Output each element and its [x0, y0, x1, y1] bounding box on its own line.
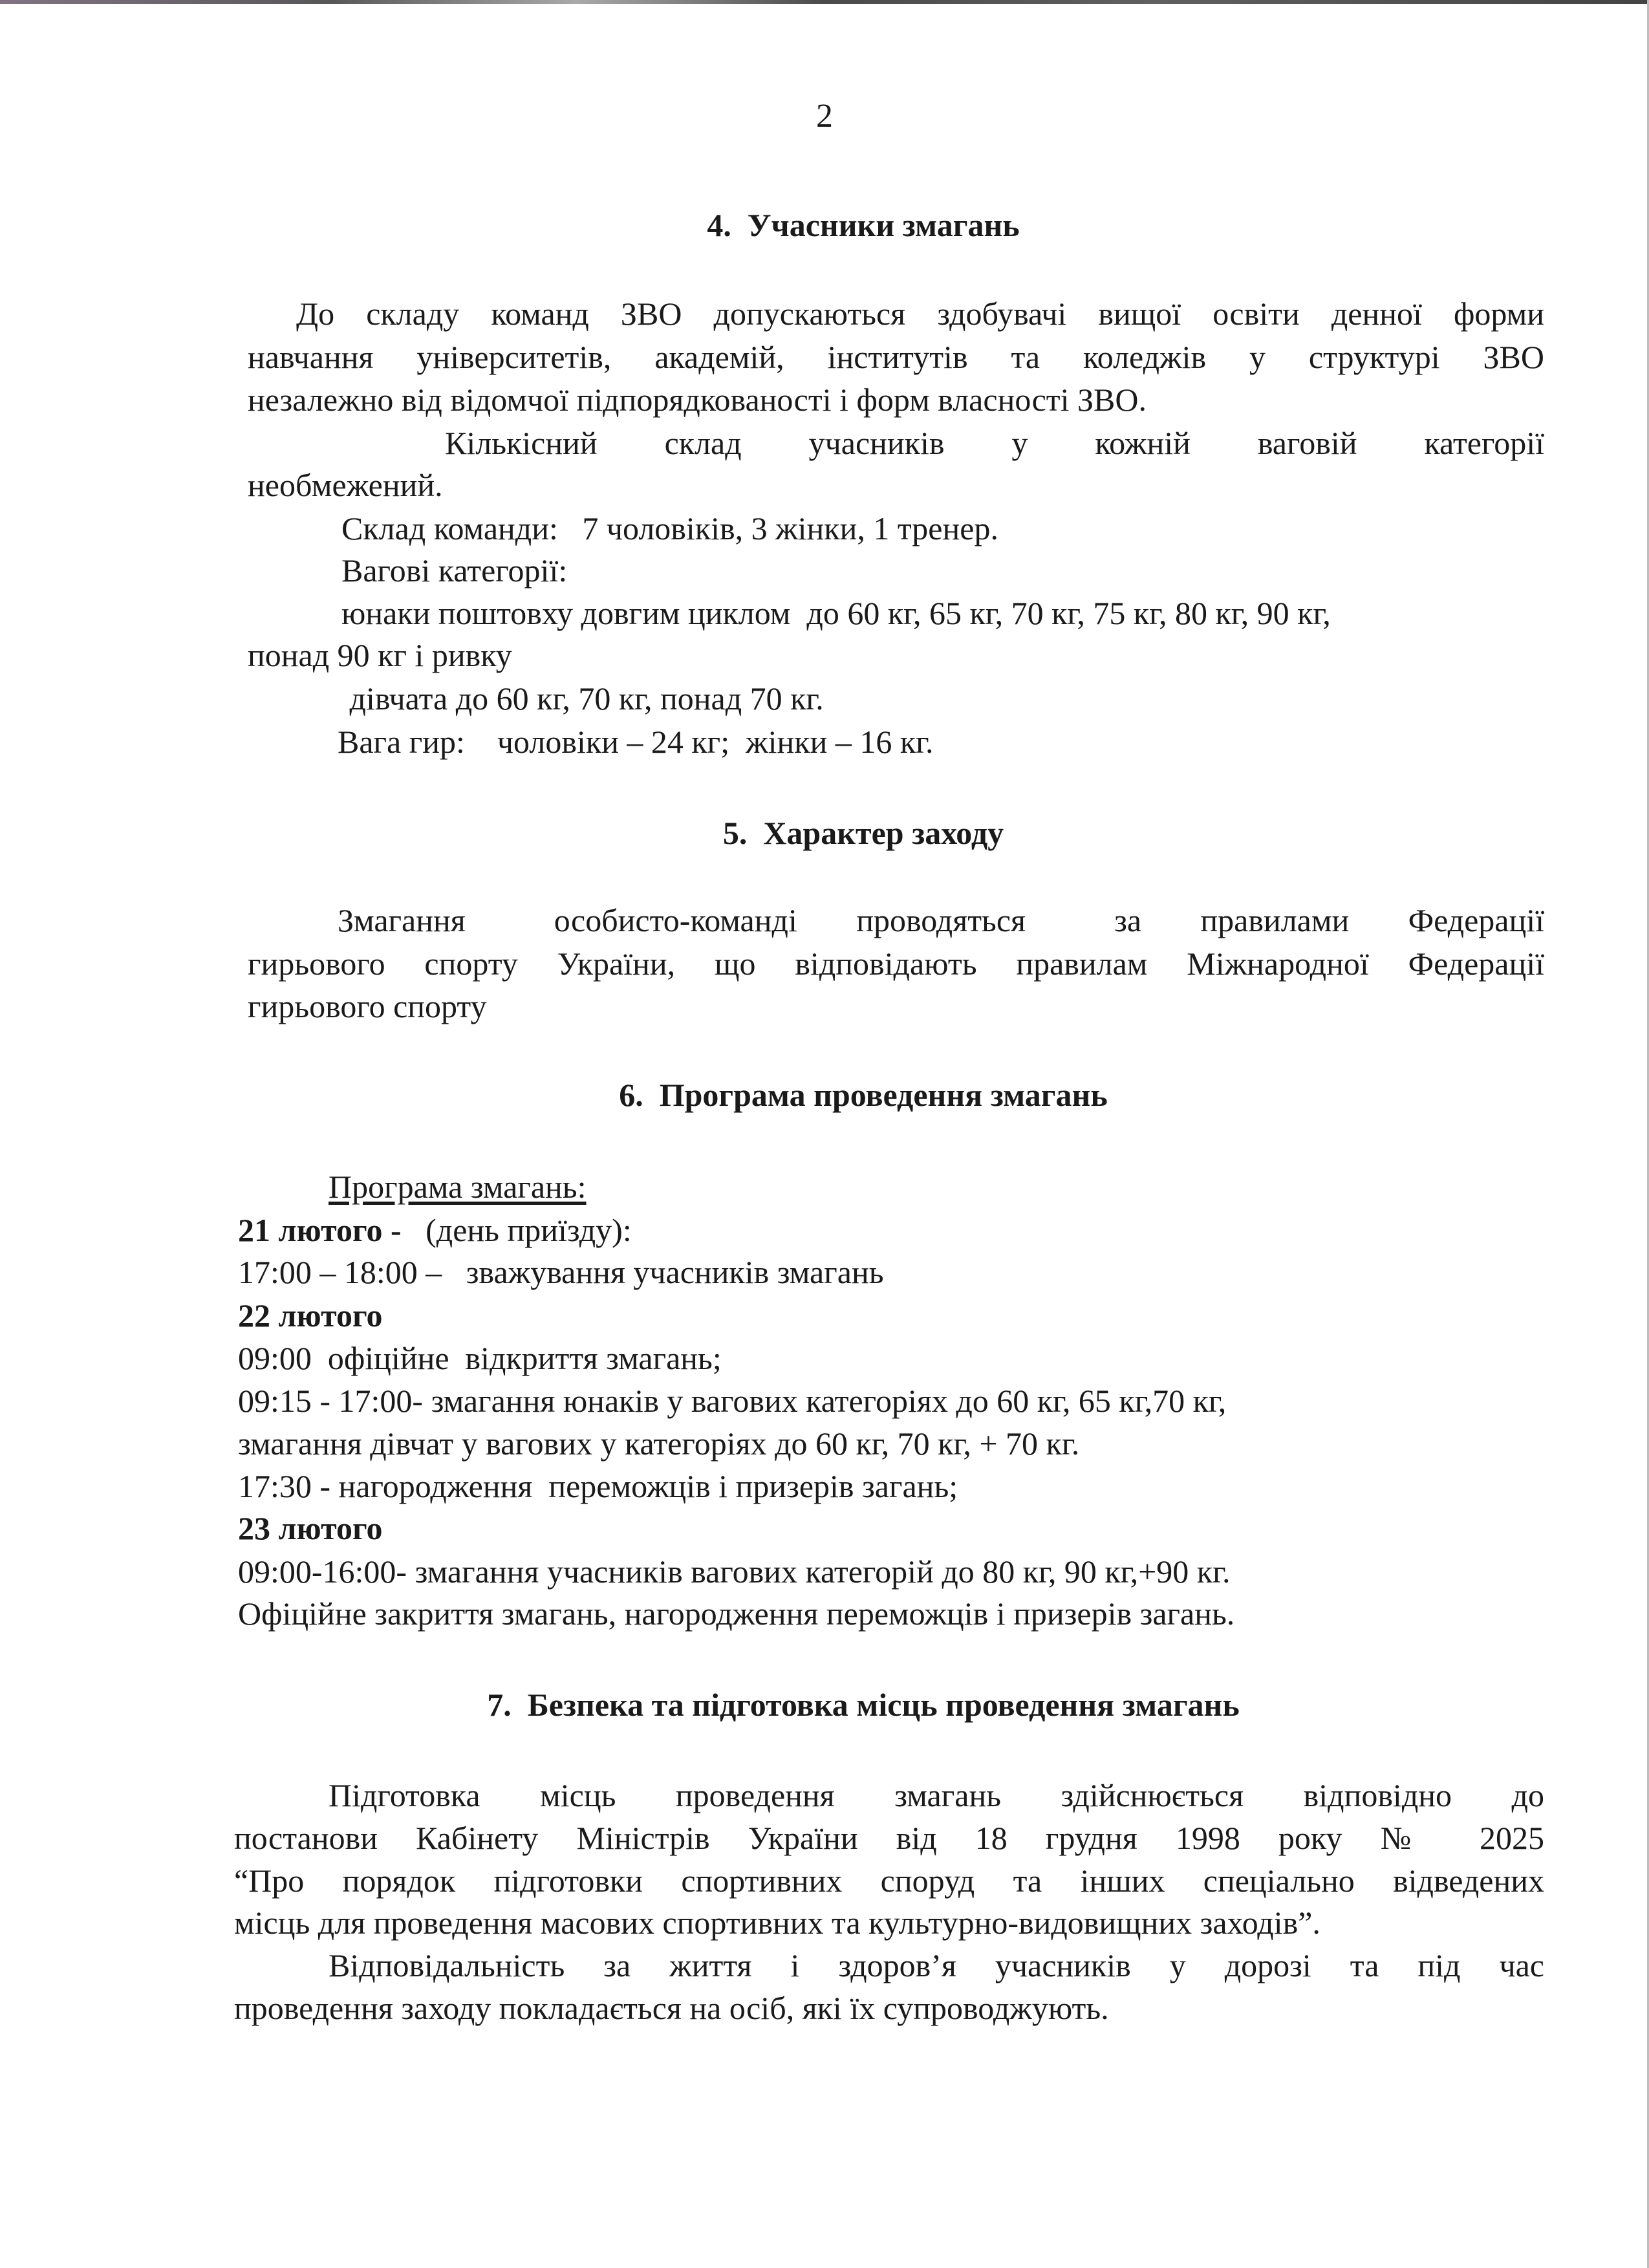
paragraph-line: Змагання особисто-команді проводяться за правилами Федерації — [338, 902, 1544, 938]
day-1-date: 21 лютого - — [238, 1212, 402, 1248]
schedule-item: 17:00 – 18:00 – зважування учасників змагань — [238, 1254, 884, 1290]
schedule-item: змагання дівчат у вагових у категоріях до 60 кг, 70 кг, + 70 кг. — [238, 1425, 1080, 1462]
page-number: 2 — [816, 98, 833, 135]
day-1-row — [238, 1211, 632, 1249]
scan-edge-top — [0, 0, 1649, 4]
paragraph-line: гирьового спорту України, що відповідають правилам Міжнародної Федерації — [248, 945, 1544, 982]
day-2-date: 22 лютого — [238, 1297, 383, 1334]
program-title: Програма змагань: — [329, 1169, 587, 1205]
paragraph-line: Відповідальність за життя і здоров’я учасників у дорозі та під час — [329, 1947, 1544, 1983]
paragraph-line: незалежно від відомчої підпорядкованості і форм власності ЗВО. — [248, 382, 1147, 418]
paragraph-line: Кількісний склад учасників у кожній ваговій категорії — [445, 425, 1544, 461]
section-6-heading: 6. Програма проведення змагань — [619, 1077, 1108, 1113]
schedule-item: 09:15 - 17:00- змагання юнаків у вагових категоріях до 60 кг, 65 кг,70 кг, — [238, 1383, 1227, 1419]
team-composition: Склад команди: 7 чоловіків, 3 жінки, 1 тренер. — [341, 510, 998, 546]
kettlebell-weight: Вага гир: чоловіки – 24 кг; жінки – 16 кг. — [338, 724, 934, 760]
schedule-item: 09:00-16:00- змагання учасників вагових категорій до 80 кг, 90 кг,+90 кг. — [238, 1553, 1231, 1590]
schedule-item: 17:30 - нагородження переможців і призерів загань; — [238, 1468, 958, 1504]
paragraph-line: гирьового спорту — [248, 988, 487, 1024]
weight-categories-men: юнаки поштовху довгим циклом до 60 кг, 65 кг, 70 кг, 75 кг, 80 кг, 90 кг, — [341, 595, 1331, 631]
schedule-item: 09:00 офіційне відкриття змагань; — [238, 1340, 722, 1376]
paragraph-line: “Про порядок підготовки спортивних споруд та інших спеціально відведених — [234, 1863, 1544, 1899]
paragraph-line: проведення заходу покладається на осіб, які їх супроводжують. — [234, 1990, 1109, 2026]
day-1-note: (день приїзду): — [401, 1212, 632, 1248]
schedule-item: Офіційне закриття змагань, нагородження переможців і призерів загань. — [238, 1595, 1235, 1632]
day-3-date: 23 лютого — [238, 1510, 383, 1546]
section-4-heading: 4. Учасники змагань — [707, 207, 1020, 243]
paragraph-line: місць для проведення масових спортивних та культурно-видовищних заходів”. — [234, 1905, 1320, 1941]
weight-categories-women: дівчата до 60 кг, 70 кг, понад 70 кг. — [341, 680, 824, 717]
paragraph-line: постанови Кабінету Міністрів України від 18 грудня 1998 року № 2025 — [234, 1820, 1544, 1856]
section-7-heading: 7. Безпека та підготовка місць проведення змагань — [487, 1687, 1240, 1723]
paragraph-line: навчання університетів, академій, інститутів та коледжів у структурі ЗВО — [248, 339, 1544, 375]
paragraph-line: необмежений. — [248, 467, 443, 503]
paragraph-line: До складу команд ЗВО допускаються здобувачі вищої освіти денної форми — [296, 296, 1544, 332]
weight-categories-men-cont: понад 90 кг і ривку — [248, 637, 512, 673]
section-5-heading: 5. Характер заходу — [722, 815, 1004, 851]
paragraph-line: Підготовка місць проведення змагань здійснюється відповідно до — [329, 1777, 1544, 1813]
weight-categories-label: Вагові категорії: — [341, 552, 568, 589]
